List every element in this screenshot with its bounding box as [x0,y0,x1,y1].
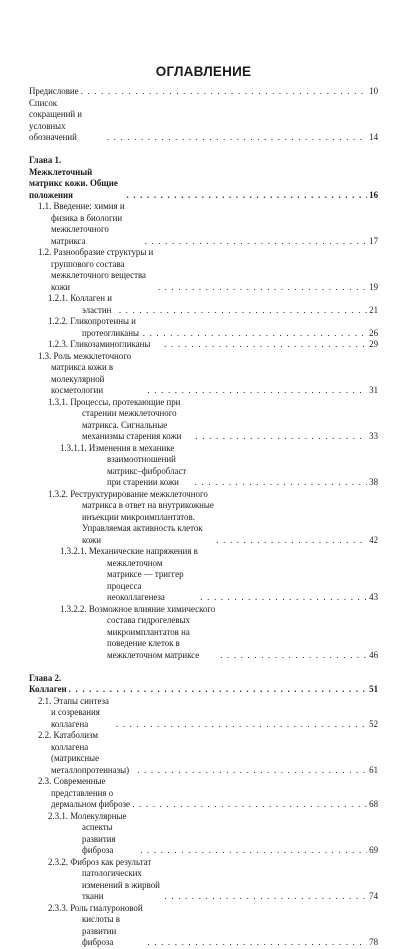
toc-entry-title: 2.2. Катаболизм коллагена (матриксные металлопротеиназы) [38,730,130,775]
toc-entry-title: 1.3. Роль межклеточного матрикса кожи в молекулярной косметологии [38,350,132,395]
toc-entry [29,696,378,731]
dot-leader [195,431,367,443]
toc-entry-title: 2.3. Современные представления о дермальном фиброзе [38,776,130,809]
dot-leader [143,328,367,340]
toc-entry-title: Предисловие [29,86,79,96]
toc-entry-title: 1.3.2.1. Механические напряжения в межклеточном матриксе — триггер процесса неоколлагенеза [60,546,198,602]
toc-entry [29,98,378,144]
toc-entry [29,489,378,547]
dot-leader [145,236,367,248]
toc-page-number: 52 [369,718,378,729]
toc-page-number: 26 [369,327,378,338]
toc-entry [29,86,378,98]
toc-entry-title: 1.1. Введение: химия и физика в биологии межклеточного матрикса [38,201,125,246]
toc-chapter-entry [29,155,378,201]
toc-entry-title: Глава 2. Коллаген [29,672,67,694]
toc-entry-title: 2.1. Этапы синтеза и созревания коллагена [38,695,109,729]
toc-entry-title: 1.2.3. Гликозаминогликаны [48,339,151,349]
toc-page-number: 78 [369,937,378,947]
toc-page-number: 51 [369,684,378,694]
toc-entry-title: 1.3.2. Реструктурирование межклеточного матрикса в ответ на внутрикожные инъекции микроимплантатов. Управляемая активность клеток кожи [48,488,214,545]
toc-entry [29,857,378,903]
toc-page-number: 69 [369,845,378,855]
dot-leader [158,282,367,294]
dot-leader [147,385,367,397]
dot-leader [116,719,367,731]
toc-entry [29,604,378,662]
toc-entry [29,903,378,949]
toc-entry-title: 1.2. Разнообразие структуры и группового состава межклеточного вещества кожи [38,247,154,292]
dot-leader [132,799,367,811]
toc-page-number: 14 [369,132,378,142]
dot-leader [119,305,367,317]
toc-page-number: 46 [369,649,378,660]
dot-leader [81,86,367,98]
dot-leader [216,535,367,547]
toc-entry [29,776,378,811]
toc-entry-title: Список сокращений и условных обозначений [29,97,83,142]
toc-entry [29,397,378,443]
toc-entry [29,339,378,351]
section-gap [29,661,378,673]
toc-entry [29,443,378,489]
toc-page-number: 43 [369,592,378,602]
toc-entry-title: 2.3.1. Молекулярные аспекты развития фиброза [48,810,127,855]
toc-entry-title: 1.3.1. Процессы, протекающие при старении межклеточного матрикса. Сигнальные механизмы старения кожи [48,396,182,441]
toc-page [0,62,410,947]
section-gap [29,144,378,156]
toc-entry [29,811,378,857]
dot-leader [200,592,367,604]
toc-entry-title: Глава 1. Межклеточный матрикс кожи. Общие положения [29,155,118,200]
toc-entry-title: 1.2.1. Коллаген и эластин [48,293,112,315]
dot-leader [127,190,368,202]
toc-page-number: 33 [369,431,378,441]
toc-entry [29,730,378,776]
toc-entry-title: 2.3.2. Фиброз как результат патологических изменений в жирвой ткани [48,856,160,901]
dot-leader [69,684,367,696]
toc-entry [29,201,378,247]
toc-page-number: 61 [369,764,378,775]
toc-page-number: 42 [369,534,378,545]
dot-leader [147,937,367,949]
dot-leader [164,339,367,351]
table-of-contents [29,86,378,949]
toc-entry-title: 1.2.2. Гликопротеины и протеогликаны [48,316,139,338]
toc-page-number: 29 [369,339,378,349]
toc-entry [29,351,378,397]
toc-page-number: 31 [369,385,378,395]
toc-page-number: 10 [369,86,378,96]
dot-leader [137,765,367,777]
toc-entry [29,546,378,604]
dot-leader [107,132,367,144]
toc-page-number: 16 [369,189,378,200]
page-title: ОГЛАВЛЕНИЕ [155,64,252,79]
dot-leader [220,650,367,662]
toc-page-number: 19 [369,281,378,292]
toc-page-number: 21 [369,304,378,315]
toc-entry [29,247,378,293]
toc-page-number: 68 [369,799,378,809]
toc-entry-title: 1.3.2.2. Возможное влияние химического состава гидрогелевых микроимплантатов на поведение клеток в межклеточном матриксе [60,603,216,660]
dot-leader [140,845,367,857]
toc-entry [29,293,378,316]
toc-entry-title: 1.3.1.1. Изменения в механике взаимоотношений матрикс–фибробласт при старении кожи [60,442,187,487]
dot-leader [195,477,367,489]
toc-chapter-entry [29,673,378,696]
toc-entry [29,316,378,339]
toc-page-number: 17 [369,235,378,246]
toc-page-number: 74 [369,891,378,901]
toc-page-number: 38 [369,477,378,487]
toc-entry-title: 2.3.3. Роль гиалуроновой кислоты в развитии фиброза [48,902,143,947]
dot-leader [165,891,367,903]
